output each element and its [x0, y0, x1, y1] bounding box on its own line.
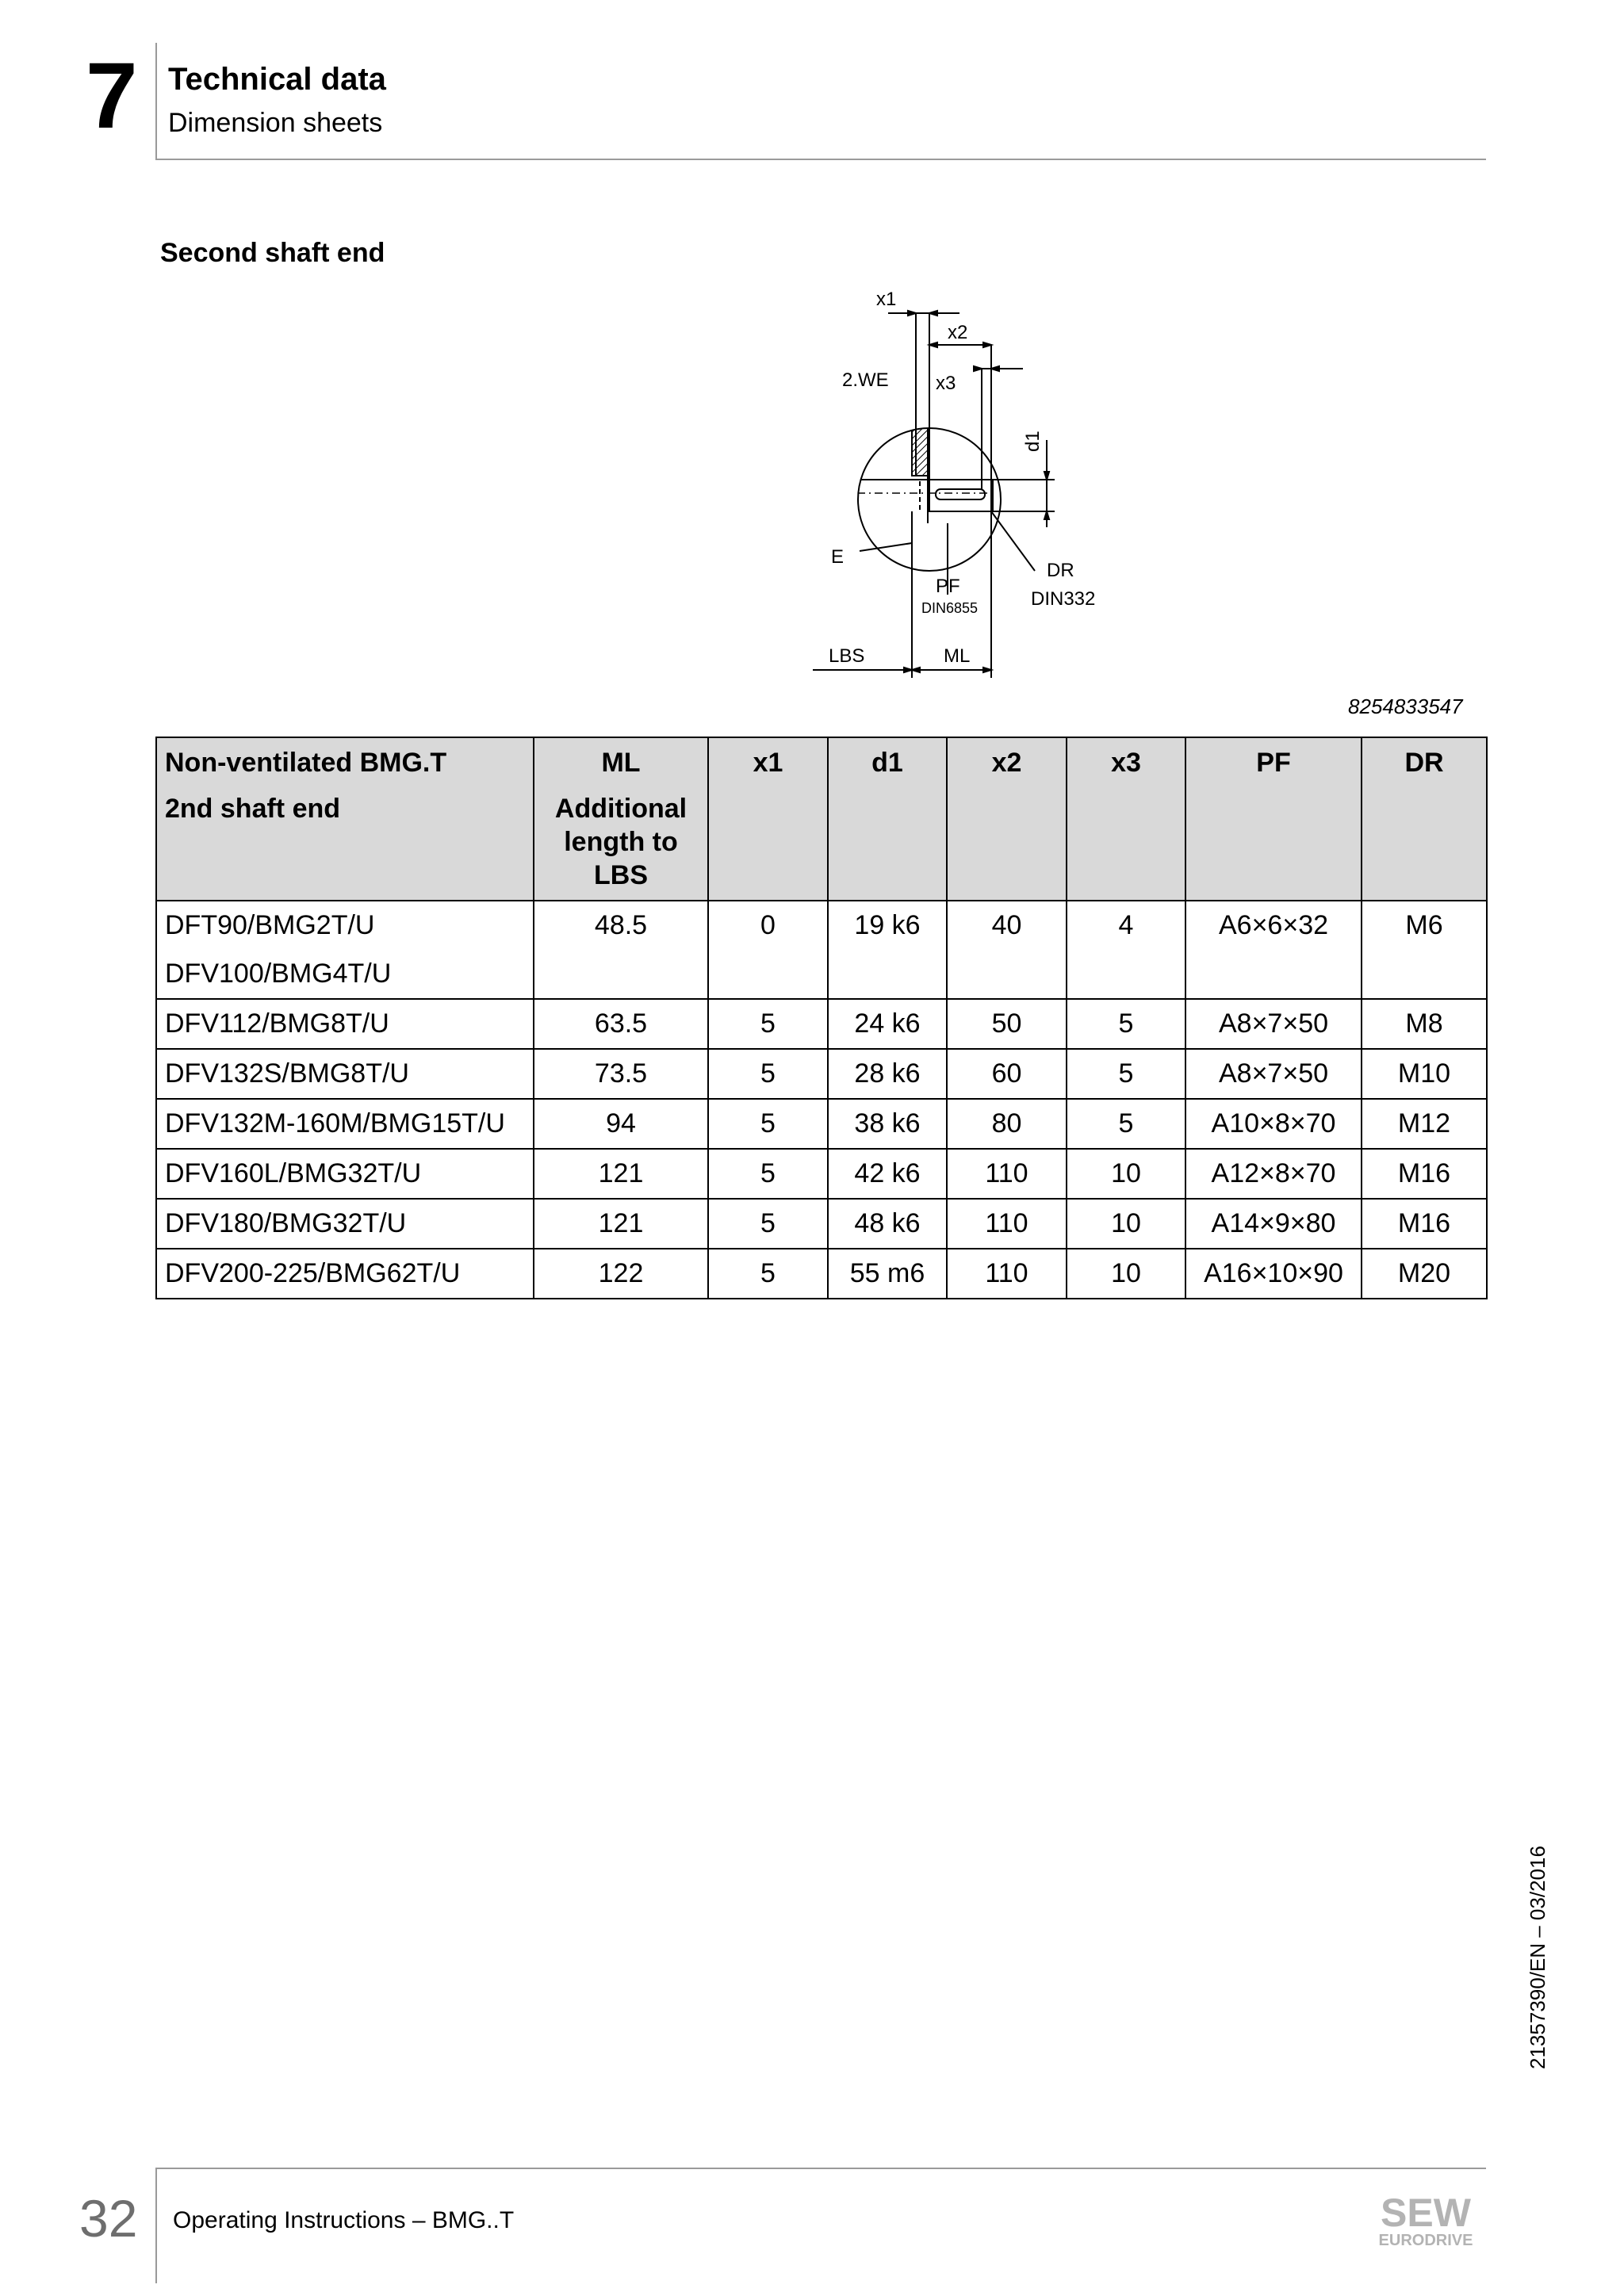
- cell-d1: 38 k6: [828, 1099, 947, 1149]
- logo-eurodrive-text: EURODRIVE: [1378, 2232, 1473, 2249]
- label-d1: d1: [1022, 430, 1044, 452]
- cell-ml: 63.5: [534, 999, 708, 1049]
- dimensions-table: [155, 737, 1488, 1299]
- cell-x2: 110: [947, 1149, 1067, 1199]
- section-title: Second shaft end: [160, 238, 385, 268]
- key-slot: [936, 489, 985, 499]
- cell-x1: 5: [708, 1099, 828, 1149]
- cell-pf: A14×9×80: [1185, 1199, 1362, 1249]
- label-dr: DR: [1047, 560, 1074, 581]
- cell-motor: DFV180/BMG32T/U: [156, 1199, 534, 1249]
- table-row: [156, 999, 1487, 1049]
- header-motor-line2: 2nd shaft end: [165, 794, 341, 824]
- cell-x2: 50: [947, 999, 1067, 1049]
- label-x2: x2: [948, 322, 968, 343]
- header-ml-line1: ML: [601, 748, 641, 778]
- cell-x3: 10: [1067, 1149, 1185, 1199]
- cell-dr: M8: [1362, 999, 1487, 1049]
- cell-motor: DFV132M-160M/BMG15T/U: [156, 1099, 534, 1149]
- cell-x1: 5: [708, 1199, 828, 1249]
- table-row: [156, 1249, 1487, 1299]
- label-din332: DIN332: [1031, 588, 1096, 610]
- cell-motor: DFV132S/BMG8T/U: [156, 1049, 534, 1099]
- cell-motor: DFV112/BMG8T/U: [156, 999, 534, 1049]
- header-pf: PF: [1185, 737, 1362, 901]
- header-dr: DR: [1362, 737, 1487, 901]
- shaft-body: [929, 480, 993, 511]
- header-motor-line1: Non-ventilated BMG.T: [165, 748, 447, 778]
- cell-x2: 40: [947, 901, 1067, 999]
- footer-divider-vertical: [155, 2168, 157, 2283]
- header-ml-line2: Additional length to LBS: [554, 794, 688, 890]
- cell-x2: 80: [947, 1099, 1067, 1149]
- document-code-text: 21357390/EN – 03/2016: [1526, 1846, 1549, 2069]
- table-header-row: [156, 737, 1487, 901]
- cell-ml: 121: [534, 1199, 708, 1249]
- label-ml: ML: [944, 645, 971, 667]
- footer-divider-horizontal: [155, 2168, 1486, 2169]
- cell-pf: A6×6×32: [1185, 901, 1362, 999]
- header-motor: [156, 737, 534, 901]
- cell-ml: 121: [534, 1149, 708, 1199]
- cell-d1: 55 m6: [828, 1249, 947, 1299]
- cell-x3: 10: [1067, 1199, 1185, 1249]
- header-d1: d1: [828, 737, 947, 901]
- cell-motor: [156, 901, 534, 999]
- cell-d1: 48 k6: [828, 1199, 947, 1249]
- chapter-title: Technical data: [168, 62, 386, 97]
- cell-x2: 60: [947, 1049, 1067, 1099]
- cell-dr: M16: [1362, 1199, 1487, 1249]
- table-row: [156, 1049, 1487, 1099]
- cell-x3: 5: [1067, 1099, 1185, 1149]
- header-divider-horizontal: [155, 159, 1486, 160]
- table-row: [156, 1199, 1487, 1249]
- cell-pf: A8×7×50: [1185, 1049, 1362, 1099]
- sew-eurodrive-logo: [1367, 2190, 1484, 2250]
- cell-pf: A10×8×70: [1185, 1099, 1362, 1149]
- table-row: [156, 901, 1487, 999]
- page-number: 32: [79, 2189, 138, 2248]
- cell-x3: 5: [1067, 1049, 1185, 1099]
- cell-pf: A12×8×70: [1185, 1149, 1362, 1199]
- label-2we: 2.WE: [842, 369, 889, 391]
- label-lbs: LBS: [829, 645, 865, 667]
- label-e: E: [831, 546, 845, 568]
- footer-text: Operating Instructions – BMG..T: [173, 2207, 515, 2233]
- cell-x3: 5: [1067, 999, 1185, 1049]
- cell-x1: 5: [708, 999, 828, 1049]
- cell-dr: M6: [1362, 901, 1487, 999]
- cell-dr: M10: [1362, 1049, 1487, 1099]
- cell-d1: 42 k6: [828, 1149, 947, 1199]
- cell-pf: A16×10×90: [1185, 1249, 1362, 1299]
- cell-motor-line2: DFV100/BMG4T/U: [165, 959, 392, 989]
- label-pf: PF: [936, 576, 960, 597]
- cell-motor-line1: DFT90/BMG2T/U: [165, 910, 375, 940]
- label-x1: x1: [876, 289, 897, 310]
- header-x2: x2: [947, 737, 1067, 901]
- cell-ml: 73.5: [534, 1049, 708, 1099]
- header-x3: x3: [1067, 737, 1185, 901]
- header-x1: x1: [708, 737, 828, 901]
- cell-x1: 5: [708, 1049, 828, 1099]
- chapter-subtitle: Dimension sheets: [168, 108, 383, 138]
- cell-pf: A8×7×50: [1185, 999, 1362, 1049]
- cell-x1: 5: [708, 1249, 828, 1299]
- cell-x3: 4: [1067, 901, 1185, 999]
- logo-sew-text: SEW: [1381, 2191, 1471, 2235]
- cell-d1: 24 k6: [828, 999, 947, 1049]
- cell-x2: 110: [947, 1249, 1067, 1299]
- cell-motor: DFV160L/BMG32T/U: [156, 1149, 534, 1199]
- cell-x1: 0: [708, 901, 828, 999]
- table-row: [156, 1149, 1487, 1199]
- cell-d1: 28 k6: [828, 1049, 947, 1099]
- chapter-number: 7: [86, 44, 138, 148]
- cell-d1: 19 k6: [828, 901, 947, 999]
- cell-dr: M20: [1362, 1249, 1487, 1299]
- cell-x1: 5: [708, 1149, 828, 1199]
- header-divider-vertical: [155, 43, 157, 160]
- drawing-id: 8254833547: [1348, 695, 1463, 718]
- cell-x2: 110: [947, 1199, 1067, 1249]
- cell-dr: M12: [1362, 1099, 1487, 1149]
- label-din6855: DIN6855: [921, 600, 979, 616]
- label-x3: x3: [936, 373, 956, 394]
- cell-ml: 94: [534, 1099, 708, 1149]
- cell-ml: 122: [534, 1249, 708, 1299]
- shaft-end-drawing: [793, 281, 1126, 686]
- table-row: [156, 1099, 1487, 1149]
- hatched-housing: [912, 424, 928, 476]
- cell-ml: 48.5: [534, 901, 708, 999]
- cell-dr: M16: [1362, 1149, 1487, 1199]
- cell-x3: 10: [1067, 1249, 1185, 1299]
- header-ml: [534, 737, 708, 901]
- cell-motor: DFV200-225/BMG62T/U: [156, 1249, 534, 1299]
